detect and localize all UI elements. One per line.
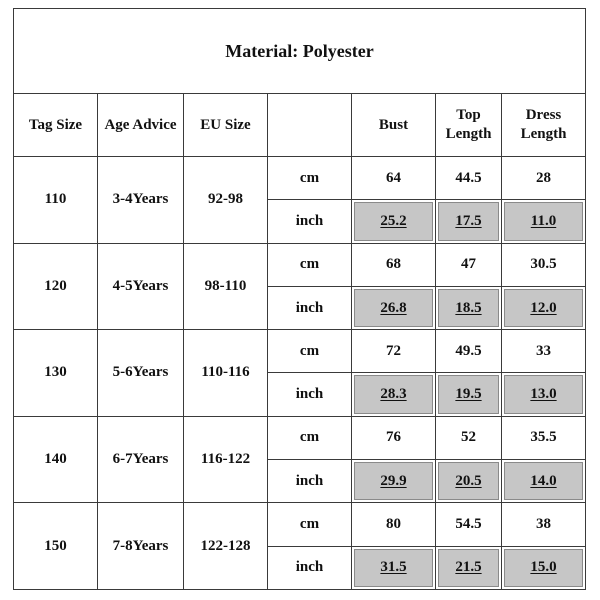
bust-cm-cell: 80	[352, 503, 436, 546]
unit-inch-cell: inch	[268, 373, 352, 416]
table-row	[14, 243, 586, 286]
age-advice-cell: 6-7Years	[98, 416, 184, 503]
eu-size-cell: 122-128	[184, 503, 268, 590]
table-row	[14, 503, 586, 546]
bust-inch-cell-text: 28.3	[380, 386, 407, 403]
table-row	[14, 416, 586, 459]
unit-cm-cell: cm	[268, 243, 352, 286]
tag-size-cell: 140	[14, 416, 98, 503]
tag-size-cell: 150	[14, 503, 98, 590]
tag-size-cell: 110	[14, 157, 98, 244]
age-advice-cell: 7-8Years	[98, 503, 184, 590]
unit-cm-cell: cm	[268, 416, 352, 459]
eu-size-cell: 110-116	[184, 330, 268, 417]
header-tag-size: Tag Size	[14, 94, 98, 157]
dress-length-cm-cell: 38	[502, 503, 586, 546]
dress-length-cm-cell: 35.5	[502, 416, 586, 459]
top-length-cm-cell: 47	[436, 243, 502, 286]
top-length-inch-cell	[436, 373, 502, 416]
header-dress-length-line2: Length	[520, 126, 567, 142]
header-bust: Bust	[352, 94, 436, 157]
dress-length-inch-cell-text: 15.0	[530, 559, 557, 576]
top-length-inch-cell	[436, 286, 502, 329]
top-length-inch-cell-text: 20.5	[455, 472, 482, 489]
bust-inch-cell-text: 26.8	[380, 299, 407, 316]
dress-length-inch-cell	[502, 200, 586, 243]
header-top-length	[436, 94, 502, 157]
header-top-length-line1: Top	[456, 107, 481, 123]
eu-size-cell: 116-122	[184, 416, 268, 503]
dress-length-inch-cell	[502, 286, 586, 329]
bust-cm-cell: 72	[352, 330, 436, 373]
bust-inch-cell	[352, 200, 436, 243]
dress-length-inch-cell-text: 13.0	[530, 386, 557, 403]
table-row	[14, 330, 586, 373]
dress-length-inch-cell	[502, 460, 586, 503]
bust-inch-cell-text: 31.5	[380, 559, 407, 576]
size-chart-table	[13, 8, 586, 590]
top-length-cm-cell: 54.5	[436, 503, 502, 546]
bust-cm-cell: 68	[352, 243, 436, 286]
age-advice-cell: 3-4Years	[98, 157, 184, 244]
bust-cm-cell: 76	[352, 416, 436, 459]
bust-inch-cell	[352, 546, 436, 589]
top-length-cm-cell: 49.5	[436, 330, 502, 373]
unit-cm-cell: cm	[268, 157, 352, 200]
bust-inch-cell	[352, 460, 436, 503]
header-dress-length-line1: Dress	[525, 107, 562, 123]
bust-cm-cell: 64	[352, 157, 436, 200]
top-length-inch-cell-text: 18.5	[455, 299, 482, 316]
table-row	[14, 157, 586, 200]
tag-size-cell: 130	[14, 330, 98, 417]
dress-length-inch-cell-text: 11.0	[530, 212, 557, 229]
unit-cm-cell: cm	[268, 503, 352, 546]
top-length-cm-cell: 52	[436, 416, 502, 459]
top-length-inch-cell-text: 17.5	[455, 212, 482, 229]
unit-inch-cell: inch	[268, 546, 352, 589]
header-dress-length	[502, 94, 586, 157]
top-length-inch-cell	[436, 546, 502, 589]
age-advice-cell: 5-6Years	[98, 330, 184, 417]
bust-inch-cell	[352, 373, 436, 416]
top-length-inch-cell	[436, 200, 502, 243]
header-top-length-line2: Length	[445, 126, 492, 142]
eu-size-cell: 92-98	[184, 157, 268, 244]
tag-size-cell: 120	[14, 243, 98, 330]
header-eu-size: EU Size	[184, 94, 268, 157]
table-title: Material: Polyester	[14, 9, 586, 94]
dress-length-inch-cell-text: 14.0	[530, 472, 557, 489]
header-age-advice: Age Advice	[98, 94, 184, 157]
size-rows	[14, 157, 586, 590]
top-length-cm-cell: 44.5	[436, 157, 502, 200]
unit-inch-cell: inch	[268, 460, 352, 503]
top-length-inch-cell-text: 19.5	[455, 386, 482, 403]
eu-size-cell: 98-110	[184, 243, 268, 330]
top-length-inch-cell-text: 21.5	[455, 559, 482, 576]
unit-inch-cell: inch	[268, 200, 352, 243]
dress-length-inch-cell	[502, 373, 586, 416]
age-advice-cell: 4-5Years	[98, 243, 184, 330]
dress-length-cm-cell: 28	[502, 157, 586, 200]
dress-length-inch-cell-text: 12.0	[530, 299, 557, 316]
unit-inch-cell: inch	[268, 286, 352, 329]
header-unit	[268, 94, 352, 157]
dress-length-cm-cell: 30.5	[502, 243, 586, 286]
bust-inch-cell-text: 25.2	[380, 212, 407, 229]
bust-inch-cell-text: 29.9	[380, 472, 407, 489]
dress-length-inch-cell	[502, 546, 586, 589]
top-length-inch-cell	[436, 460, 502, 503]
bust-inch-cell	[352, 286, 436, 329]
unit-cm-cell: cm	[268, 330, 352, 373]
dress-length-cm-cell: 33	[502, 330, 586, 373]
